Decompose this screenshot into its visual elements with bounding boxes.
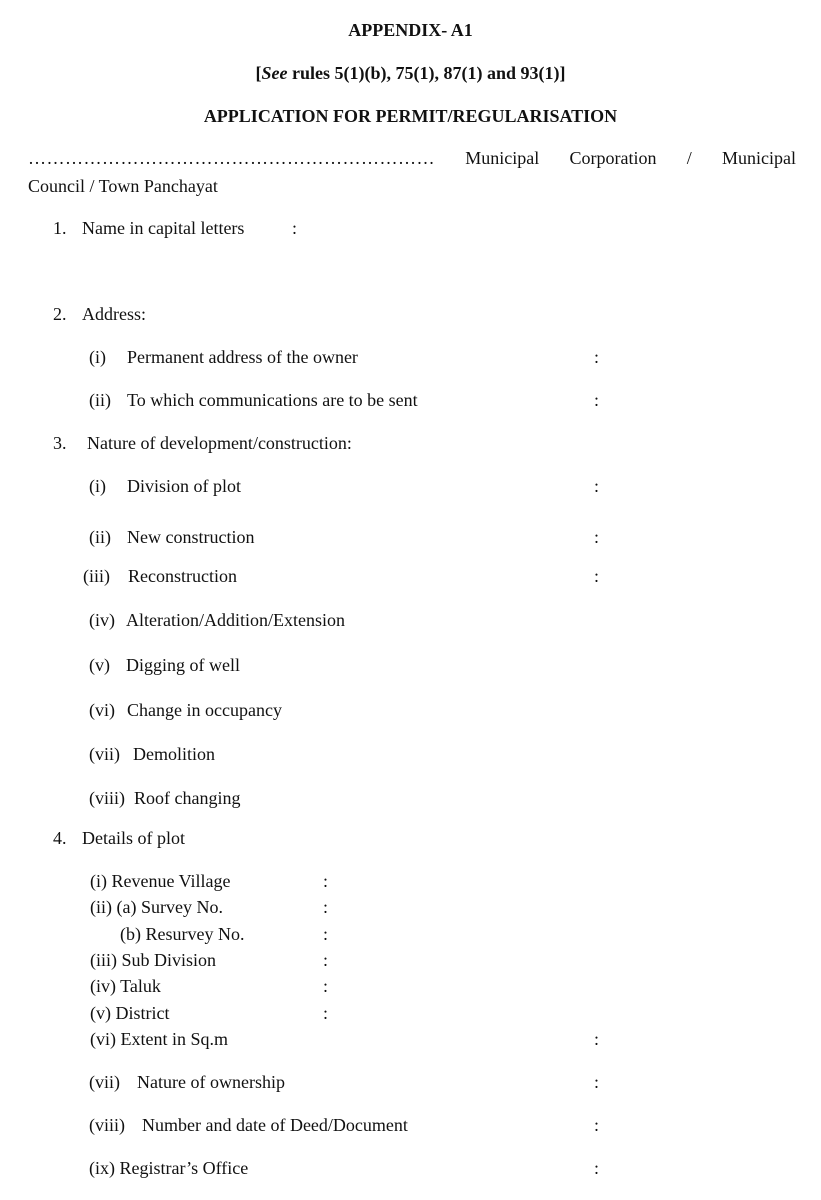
item-3-2-label: New construction	[127, 527, 255, 547]
item-3-5-label: Digging of well	[126, 655, 240, 675]
item-3-7-label: Demolition	[133, 744, 215, 764]
item-3-label: Nature of development/construction:	[87, 433, 352, 453]
item-3-6-label: Change in occupancy	[127, 700, 282, 720]
item-2-number: 2.	[53, 304, 67, 324]
authority-word-4: Municipal	[721, 148, 796, 168]
plot-taluk-label: (iv) Taluk	[90, 976, 161, 996]
item-2-1-number: (i)	[89, 347, 106, 367]
plot-extent-label: (vi) Extent in Sq.m	[90, 1029, 228, 1049]
item-3-2-number: (ii)	[89, 527, 111, 547]
item-3-3-label: Reconstruction	[128, 566, 237, 586]
rules-see: See	[261, 63, 288, 83]
item-3-5-number: (v)	[89, 655, 110, 675]
item-2-2-label: To which communications are to be sent	[127, 390, 418, 410]
plot-ownership-label: Nature of ownership	[137, 1072, 285, 1092]
plot-district-colon: :	[323, 1003, 329, 1023]
plot-survey-no-label: (ii) (a) Survey No.	[90, 897, 223, 917]
item-4-number: 4.	[53, 828, 67, 848]
form-subtitle: APPLICATION FOR PERMIT/REGULARISATION	[203, 106, 618, 126]
plot-survey-no-colon: :	[323, 897, 329, 917]
item-3-8-label: Roof changing	[134, 788, 241, 808]
plot-registrar-colon: :	[594, 1158, 600, 1178]
item-2-1-label: Permanent address of the owner	[127, 347, 358, 367]
authority-word-1: Municipal	[465, 148, 540, 168]
item-2-2-colon: :	[594, 390, 600, 410]
item-1-number: 1.	[53, 218, 67, 238]
item-3-3-colon: :	[594, 566, 600, 586]
rules-rest: rules 5(1)(b), 75(1), 87(1) and 93(1)]	[287, 63, 566, 83]
item-3-1-colon: :	[594, 476, 600, 496]
item-1-label: Name in capital letters	[82, 218, 245, 238]
item-3-number: 3.	[53, 433, 67, 453]
plot-extent-colon: :	[594, 1029, 600, 1049]
authority-line	[28, 148, 796, 169]
item-4-label: Details of plot	[82, 828, 185, 848]
plot-deed-colon: :	[594, 1115, 600, 1135]
authority-line-2: Council / Town Panchayat	[28, 176, 218, 196]
plot-sub-division-label: (iii) Sub Division	[90, 950, 217, 970]
plot-deed-number: (viii)	[89, 1115, 125, 1135]
item-3-2-colon: :	[594, 527, 600, 547]
appendix-title: APPENDIX- A1	[348, 20, 473, 40]
item-3-6-number: (vi)	[89, 700, 115, 720]
item-2-1-colon: :	[594, 347, 600, 367]
plot-taluk-colon: :	[323, 976, 329, 996]
rules-reference	[0, 63, 821, 84]
item-3-1-number: (i)	[89, 476, 106, 496]
plot-ownership-number: (vii)	[89, 1072, 120, 1092]
plot-resurvey-no-label: (b) Resurvey No.	[120, 924, 245, 944]
rules-prefix: [	[255, 63, 262, 83]
plot-district-label: (v) District	[90, 1003, 170, 1023]
item-3-1-label: Division of plot	[127, 476, 242, 496]
item-2-2-number: (ii)	[89, 390, 111, 410]
authority-dots: …………………………………………………………	[28, 148, 435, 168]
item-3-7-number: (vii)	[89, 744, 120, 764]
item-3-4-label: Alteration/Addition/Extension	[126, 610, 345, 630]
item-3-3-number: (iii)	[83, 566, 110, 586]
authority-word-3: /	[686, 148, 692, 168]
item-1-colon: :	[292, 218, 298, 238]
plot-resurvey-no-colon: :	[323, 924, 329, 944]
plot-revenue-village-label: (i) Revenue Village	[90, 871, 231, 891]
plot-ownership-colon: :	[594, 1072, 600, 1092]
item-3-4-number: (iv)	[89, 610, 115, 630]
plot-sub-division-colon: :	[323, 950, 329, 970]
item-2-label: Address:	[82, 304, 146, 324]
plot-revenue-village-colon: :	[323, 871, 329, 891]
item-3-8-number: (viii)	[89, 788, 125, 808]
plot-deed-label: Number and date of Deed/Document	[142, 1115, 408, 1135]
plot-registrar-label: (ix) Registrar’s Office	[89, 1158, 249, 1178]
authority-word-2: Corporation	[569, 148, 657, 168]
